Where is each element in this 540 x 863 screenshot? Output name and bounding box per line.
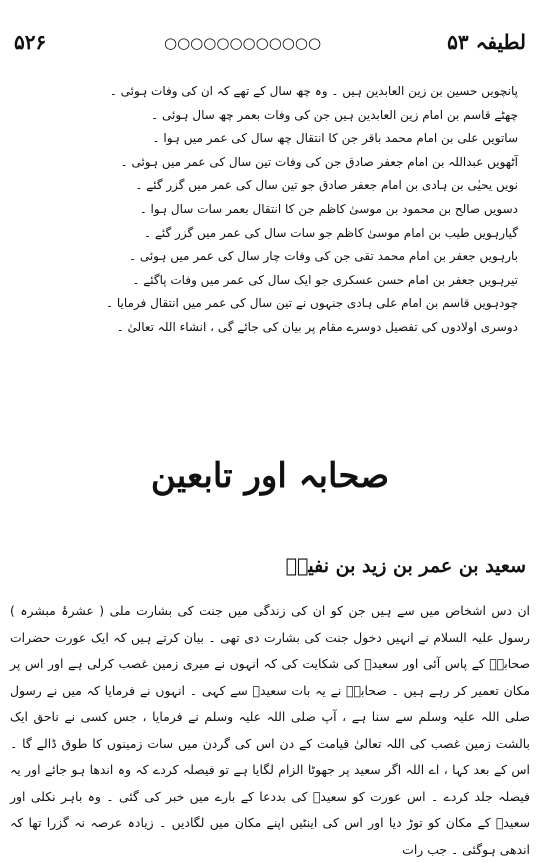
body-paragraph: ان دس اشخاص میں سے ہیں جن کو ان کی زندگی میں جنت کی بشارت ملی ( عشرۂ مبشرہ ) رسول علیہ السلام نے انہیں دخول جنت کی بشارت دی تھی ۔ بیان کرتے ہیں کہ ایک عورت حضرات صحابہؓ کے پاس آئی اور سعیدؓ کی شکایت کی کہ انہوں نے میری زمین غصب کرلی ہے اور اس پر مکان تعمیر کر رہے ہیں ۔ صحابہؓ نے یہ بات سعیدؓ سے کہی ۔ انہوں نے فرمایا کہ میں نے رسول صلی اللہ علیہ وسلم سے سنا ہے ، آپ صلی اللہ علیہ وسلم نے فرمایا ، جس کسی نے ناحق ایک بالشت زمین غصب کی اللہ تعالیٰ قیامت کے دن اس کی گردن میں سات زمینوں کا طوق ڈالے گا ۔ اس کے بعد کہا ، اے اللہ اگر سعید پر جھوٹا الزام لگایا ہے تو فیصلہ کردے کہ وہ اندھا ہو جائے اور یہ فیصلہ جلد کردے ۔ اس عورت کو سعیدؓ کی بددعا کے بارے میں خبر کی گئی ۔ وہ باہر نکلی اور سعیدؓ کے مکان کو توڑ دیا اور اس کی اینٹیں اپنے مکان میں لگادیں ۔ زیادہ عرصہ نہ گزرا تھا کہ اندھی ہوگئی ۔ جب رات bbox=[10, 603, 530, 857]
list-item: نویں یحیٰی بن ہادی بن امام جعفر صادق جو تین سال کی عمر میں گزر گئے ۔ bbox=[135, 178, 518, 193]
list-item: ساتویں علی بن امام محمد باقر جن کا انتقال چھ سال کی عمر میں ہوا ۔ bbox=[152, 131, 518, 146]
entry-heading: سعید بن عمر بن زید بن نفیلؓ bbox=[285, 555, 526, 577]
list-item: چھٹے قاسم بن امام زین العابدین ہیں جن کی وفات بعمر چھ سال ہوئی ۔ bbox=[151, 107, 518, 122]
list-item: گیارہویں طیب بن امام موسیٰ کاظم جو سات سال کی عمر میں گزر گئے ۔ bbox=[144, 225, 518, 240]
list-item: بارہویں جعفر بن امام محمد تقی جن کی وفات چار سال کی عمر میں ہوئی ۔ bbox=[128, 249, 518, 264]
list-item: آٹھویں عبداللہ بن امام جعفر صادق جن کی وفات تین سال کی عمر میں ہوئی ۔ bbox=[120, 154, 518, 169]
section-title: صحابہ اور تابعین bbox=[150, 456, 390, 496]
list-item: تیرہویں جعفر بن امام حسن عسکری جو ایک سال کی عمر میں وفات پاگئے ۔ bbox=[132, 272, 518, 287]
book-title: لطیفہ ۵۳ bbox=[447, 30, 526, 54]
descendants-list bbox=[105, 80, 518, 340]
page-number: ۵۲۶ bbox=[14, 30, 47, 54]
page-header bbox=[14, 30, 526, 60]
list-item: چودہویں قاسم بن امام علی ہادی جنہوں نے تین سال کی عمر میں انتقال فرمایا ۔ bbox=[105, 296, 518, 311]
header-ornament: ○○○○○○○○○○○○ bbox=[164, 34, 322, 52]
list-item: دسویں صالح بن محمود بن موسیٰ کاظم جن کا انتقال بعمر سات سال ہوا ۔ bbox=[139, 201, 518, 216]
list-item: دوسری اولادوں کی تفصیل دوسرے مقام پر بیان کی جائے گی ، انشاء اللہ تعالیٰ ۔ bbox=[116, 319, 518, 334]
list-item: پانچویں حسین بن زین العابدین ہیں ۔ وہ چھ سال کے تھے کہ ان کی وفات ہوئی ۔ bbox=[109, 84, 518, 98]
